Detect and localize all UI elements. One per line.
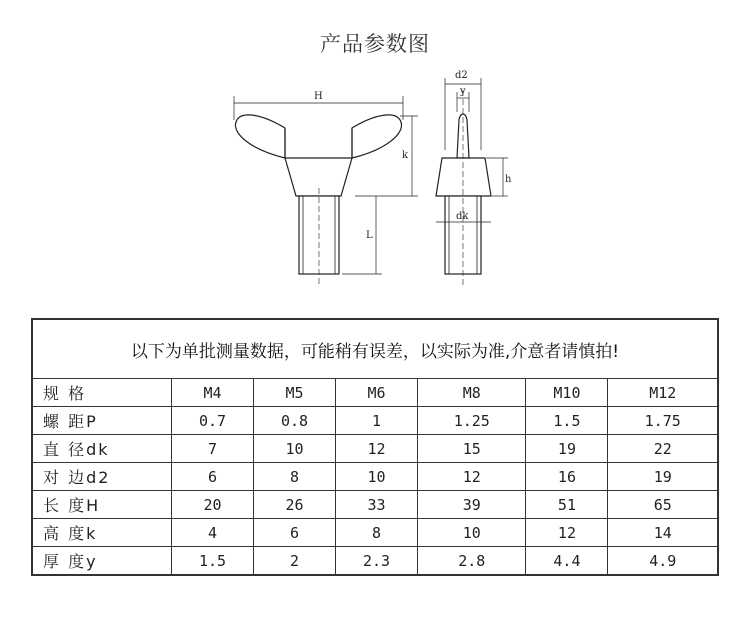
table-cell: 39 [418, 491, 526, 519]
table-cell: 0.8 [254, 407, 336, 435]
table-cell: 2.8 [418, 547, 526, 576]
dim-label-k: k [402, 150, 409, 161]
note-row [32, 319, 718, 379]
row-label: 对 边d2 [32, 463, 172, 491]
table-cell: 19 [608, 463, 718, 491]
dim-label-dk: dk [456, 211, 469, 222]
table-cell: 16 [526, 463, 608, 491]
table-cell: 14 [608, 519, 718, 547]
table-cell: 26 [254, 491, 336, 519]
table-cell: 12 [336, 435, 418, 463]
side-view [436, 78, 508, 286]
size-cell: M8 [418, 379, 526, 407]
table-cell: 65 [608, 491, 718, 519]
table-cell: 1.5 [172, 547, 254, 576]
table-cell: 10 [418, 519, 526, 547]
table-cell: 33 [336, 491, 418, 519]
table-cell: 1.5 [526, 407, 608, 435]
table-cell: 2 [254, 547, 336, 576]
table-row [32, 407, 718, 435]
measurement-note: 以下为单批测量数据，可能稍有误差，以实际为准,介意者请慎拍! [32, 319, 718, 379]
header-label: 规 格 [32, 379, 172, 407]
size-cell: M10 [526, 379, 608, 407]
table-row [32, 547, 718, 576]
size-cell: M12 [608, 379, 718, 407]
table-cell: 4 [172, 519, 254, 547]
table-cell: 10 [254, 435, 336, 463]
row-label: 长 度H [32, 491, 172, 519]
dim-label-y: y [460, 86, 466, 97]
table-cell: 10 [336, 463, 418, 491]
table-cell: 7 [172, 435, 254, 463]
table-cell: 6 [254, 519, 336, 547]
row-label: 螺 距P [32, 407, 172, 435]
table-cell: 0.7 [172, 407, 254, 435]
table-cell: 1.25 [418, 407, 526, 435]
table-cell: 19 [526, 435, 608, 463]
table-row [32, 463, 718, 491]
table-cell: 1 [336, 407, 418, 435]
table-cell: 8 [254, 463, 336, 491]
table-cell: 4.9 [608, 547, 718, 576]
table-cell: 15 [418, 435, 526, 463]
table-cell: 20 [172, 491, 254, 519]
size-cell: M5 [254, 379, 336, 407]
dim-label-d2: d2 [455, 70, 468, 81]
dim-label-H: H [314, 91, 323, 102]
size-cell: M6 [336, 379, 418, 407]
table-cell: 12 [526, 519, 608, 547]
row-label: 高 度k [32, 519, 172, 547]
spec-table [31, 318, 719, 576]
table-cell: 2.3 [336, 547, 418, 576]
table-cell: 12 [418, 463, 526, 491]
front-view [234, 96, 418, 286]
table-row [32, 519, 718, 547]
table-cell: 4.4 [526, 547, 608, 576]
table-cell: 51 [526, 491, 608, 519]
size-cell: M4 [172, 379, 254, 407]
table-cell: 1.75 [608, 407, 718, 435]
table-cell: 22 [608, 435, 718, 463]
row-label: 厚 度y [32, 547, 172, 576]
wing-bolt-drawing [0, 0, 750, 300]
table-row [32, 435, 718, 463]
row-label: 直 径dk [32, 435, 172, 463]
table-cell: 6 [172, 463, 254, 491]
table-row [32, 491, 718, 519]
header-row [32, 379, 718, 407]
page-title: 产品参数图 [320, 32, 430, 56]
table-cell: 8 [336, 519, 418, 547]
dim-label-h: h [505, 174, 512, 185]
dim-label-L: L [366, 230, 373, 241]
